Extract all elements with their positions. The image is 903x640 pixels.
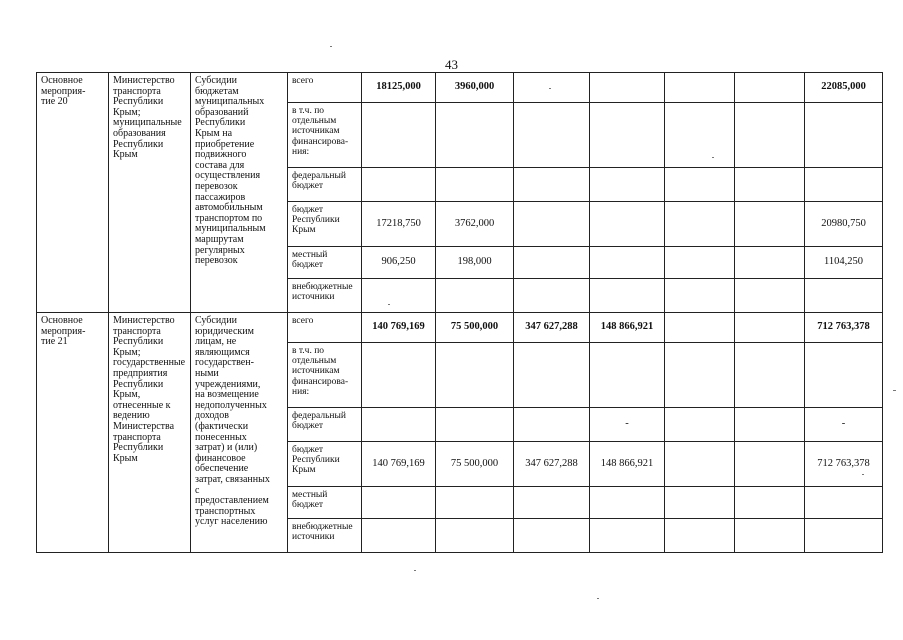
scan-speck [549,88,551,89]
category-label: бюджет Республики Крым [288,442,362,487]
amount-cell [805,519,883,553]
funding-table-body [37,73,883,553]
amount-cell [735,73,805,103]
category-label: федеральный бюджет [288,408,362,442]
page-number: 43 [445,57,458,72]
amount-cell [436,279,514,313]
amount-cell [665,247,735,279]
table-row [37,73,883,103]
amount-cell [362,168,436,202]
amount-cell [735,279,805,313]
amount-cell [805,343,883,408]
amount-cell: - [590,408,665,442]
category-label: всего [288,73,362,103]
category-label: всего [288,313,362,343]
amount-cell [805,168,883,202]
amount-cell [590,279,665,313]
amount-cell [665,279,735,313]
category-label: федеральный бюджет [288,168,362,202]
amount-cell: 140 769,169 [362,442,436,487]
amount-cell [362,408,436,442]
scan-speck [597,598,599,599]
amount-cell [665,103,735,168]
amount-cell [665,408,735,442]
amount-cell: 148 866,921 [590,313,665,343]
amount-cell [590,168,665,202]
amount-cell [436,408,514,442]
amount-cell [665,519,735,553]
amount-cell: 3960,000 [436,73,514,103]
amount-cell [514,202,590,247]
amount-cell [735,487,805,519]
category-label: бюджет Республики Крым [288,202,362,247]
amount-cell: 347 627,288 [514,442,590,487]
category-label: внебюджетные источники [288,279,362,313]
amount-cell: 712 763,378 [805,442,883,487]
amount-cell: 1104,250 [805,247,883,279]
amount-cell [735,247,805,279]
amount-cell [665,202,735,247]
amount-cell [735,313,805,343]
measure-name: Основное мероприя- тие 21 [37,313,109,553]
amount-cell: 148 866,921 [590,442,665,487]
amount-cell [735,408,805,442]
amount-cell [514,279,590,313]
amount-cell [735,343,805,408]
amount-cell [590,343,665,408]
amount-cell: 140 769,169 [362,313,436,343]
amount-cell [665,168,735,202]
amount-cell [590,73,665,103]
amount-cell [514,343,590,408]
amount-cell [590,247,665,279]
amount-cell: 75 500,000 [436,313,514,343]
amount-cell [362,487,436,519]
amount-cell [514,103,590,168]
funding-table [36,72,883,553]
category-label: в т.ч. по отдельным источникам финансирова- ния: [288,343,362,408]
table-row [37,313,883,343]
category-label: в т.ч. по отдельным источникам финансирова- ния: [288,103,362,168]
amount-cell [665,343,735,408]
amount-cell [805,487,883,519]
scan-speck [388,304,390,305]
amount-cell [590,487,665,519]
amount-cell: 906,250 [362,247,436,279]
scan-speck [414,570,416,571]
amount-cell [514,408,590,442]
amount-cell: 22085,000 [805,73,883,103]
amount-cell [805,279,883,313]
amount-cell [514,168,590,202]
amount-cell: 198,000 [436,247,514,279]
amount-cell [735,202,805,247]
amount-cell [590,202,665,247]
measure-executor: Министерство транспорта Республики Крым; государственные предприятия Республики Крым, отнесенные к ведению Министерства транспорта Республики Крым [109,313,191,553]
amount-cell [436,103,514,168]
scan-speck [330,46,332,47]
category-label: местный бюджет [288,487,362,519]
scan-speck [712,157,714,158]
amount-cell: 17218,750 [362,202,436,247]
amount-cell [735,168,805,202]
amount-cell [362,103,436,168]
amount-cell [362,279,436,313]
amount-cell [665,313,735,343]
amount-cell: 3762,000 [436,202,514,247]
amount-cell [735,103,805,168]
amount-cell: 18125,000 [362,73,436,103]
amount-cell [436,487,514,519]
measure-description: Субсидии бюджетам муниципальных образований Республики Крым на приобретение подвижного состава для осуществления перевозок пассажиров автомобильным транспортом по муниципальным маршрутам регулярных перевозок [191,73,288,313]
amount-cell [805,103,883,168]
amount-cell [665,73,735,103]
amount-cell: 75 500,000 [436,442,514,487]
amount-cell [362,519,436,553]
amount-cell [735,442,805,487]
amount-cell [514,247,590,279]
category-label: внебюджетные источники [288,519,362,553]
measure-description: Субсидии юридическим лицам, не являющимся государствен- ными учреждениями, на возмещение недополученных доходов (фактически понесенных затрат) и (или) финансовое обеспечение затрат, связанных с предоставлением транспортных услуг населению [191,313,288,553]
amount-cell [362,343,436,408]
measure-name: Основное мероприя- тие 20 [37,73,109,313]
amount-cell: 20980,750 [805,202,883,247]
amount-cell: - [805,408,883,442]
amount-cell [436,519,514,553]
amount-cell [514,73,590,103]
amount-cell [665,442,735,487]
amount-cell [735,519,805,553]
category-label: местный бюджет [288,247,362,279]
amount-cell: 712 763,378 [805,313,883,343]
measure-executor: Министерство транспорта Республики Крым; муниципальные образования Республики Крым [109,73,191,313]
scan-speck [893,390,896,391]
amount-cell: 347 627,288 [514,313,590,343]
amount-cell [436,343,514,408]
amount-cell [514,519,590,553]
amount-cell [665,487,735,519]
scan-speck [862,474,864,475]
amount-cell [590,519,665,553]
amount-cell [514,487,590,519]
amount-cell [436,168,514,202]
amount-cell [590,103,665,168]
